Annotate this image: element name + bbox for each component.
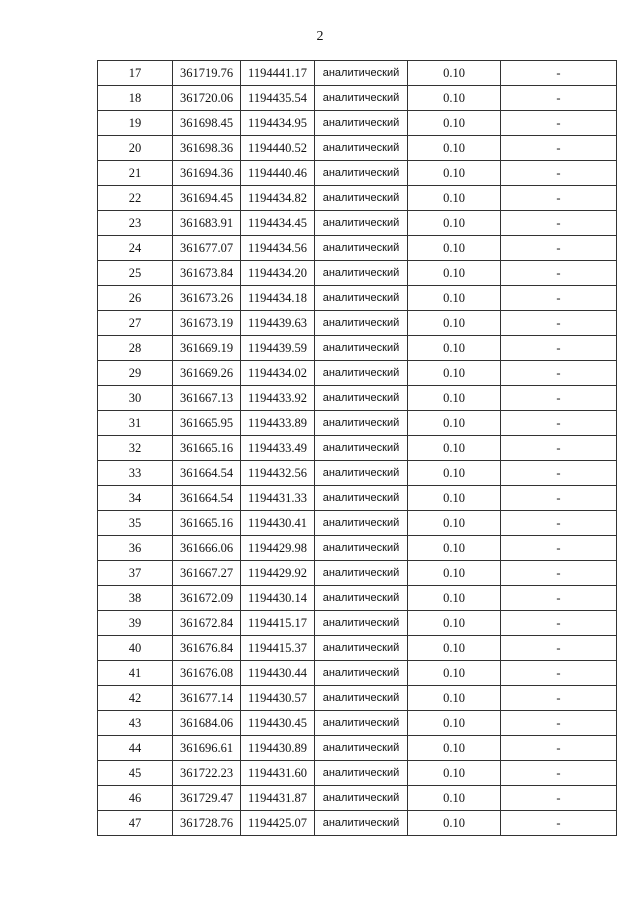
point-number-cell: 22	[98, 186, 173, 211]
note-cell: -	[501, 536, 617, 561]
point-number-cell: 29	[98, 361, 173, 386]
method-cell: аналитический	[315, 511, 408, 536]
x-coordinate-cell: 361665.95	[173, 411, 241, 436]
point-number-cell: 35	[98, 511, 173, 536]
accuracy-cell: 0.10	[408, 361, 501, 386]
table-row	[98, 511, 617, 536]
x-coordinate-cell: 361666.06	[173, 536, 241, 561]
accuracy-cell: 0.10	[408, 161, 501, 186]
method-cell: аналитический	[315, 236, 408, 261]
note-cell: -	[501, 561, 617, 586]
table-row	[98, 61, 617, 86]
method-cell: аналитический	[315, 136, 408, 161]
x-coordinate-cell: 361684.06	[173, 711, 241, 736]
y-coordinate-cell: 1194434.02	[241, 361, 315, 386]
accuracy-cell: 0.10	[408, 111, 501, 136]
x-coordinate-cell: 361728.76	[173, 811, 241, 836]
accuracy-cell: 0.10	[408, 86, 501, 111]
accuracy-cell: 0.10	[408, 211, 501, 236]
y-coordinate-cell: 1194433.89	[241, 411, 315, 436]
x-coordinate-cell: 361673.26	[173, 286, 241, 311]
x-coordinate-cell: 361677.07	[173, 236, 241, 261]
point-number-cell: 21	[98, 161, 173, 186]
method-cell: аналитический	[315, 561, 408, 586]
method-cell: аналитический	[315, 586, 408, 611]
x-coordinate-cell: 361676.84	[173, 636, 241, 661]
note-cell: -	[501, 736, 617, 761]
point-number-cell: 17	[98, 61, 173, 86]
method-cell: аналитический	[315, 811, 408, 836]
point-number-cell: 26	[98, 286, 173, 311]
note-cell: -	[501, 511, 617, 536]
accuracy-cell: 0.10	[408, 261, 501, 286]
y-coordinate-cell: 1194433.92	[241, 386, 315, 411]
y-coordinate-cell: 1194431.87	[241, 786, 315, 811]
note-cell: -	[501, 336, 617, 361]
point-number-cell: 46	[98, 786, 173, 811]
point-number-cell: 44	[98, 736, 173, 761]
y-coordinate-cell: 1194433.49	[241, 436, 315, 461]
method-cell: аналитический	[315, 786, 408, 811]
y-coordinate-cell: 1194434.20	[241, 261, 315, 286]
y-coordinate-cell: 1194431.60	[241, 761, 315, 786]
x-coordinate-cell: 361672.09	[173, 586, 241, 611]
x-coordinate-cell: 361696.61	[173, 736, 241, 761]
y-coordinate-cell: 1194434.56	[241, 236, 315, 261]
x-coordinate-cell: 361664.54	[173, 461, 241, 486]
note-cell: -	[501, 61, 617, 86]
y-coordinate-cell: 1194441.17	[241, 61, 315, 86]
point-number-cell: 41	[98, 661, 173, 686]
accuracy-cell: 0.10	[408, 786, 501, 811]
point-number-cell: 28	[98, 336, 173, 361]
method-cell: аналитический	[315, 311, 408, 336]
y-coordinate-cell: 1194429.98	[241, 536, 315, 561]
point-number-cell: 24	[98, 236, 173, 261]
y-coordinate-cell: 1194430.57	[241, 686, 315, 711]
accuracy-cell: 0.10	[408, 811, 501, 836]
table-row	[98, 111, 617, 136]
note-cell: -	[501, 311, 617, 336]
point-number-cell: 34	[98, 486, 173, 511]
x-coordinate-cell: 361698.36	[173, 136, 241, 161]
x-coordinate-cell: 361672.84	[173, 611, 241, 636]
note-cell: -	[501, 386, 617, 411]
y-coordinate-cell: 1194434.45	[241, 211, 315, 236]
point-number-cell: 32	[98, 436, 173, 461]
note-cell: -	[501, 711, 617, 736]
point-number-cell: 18	[98, 86, 173, 111]
point-number-cell: 33	[98, 461, 173, 486]
point-number-cell: 23	[98, 211, 173, 236]
accuracy-cell: 0.10	[408, 561, 501, 586]
accuracy-cell: 0.10	[408, 586, 501, 611]
accuracy-cell: 0.10	[408, 686, 501, 711]
x-coordinate-cell: 361673.84	[173, 261, 241, 286]
note-cell: -	[501, 286, 617, 311]
x-coordinate-cell: 361694.36	[173, 161, 241, 186]
method-cell: аналитический	[315, 386, 408, 411]
y-coordinate-cell: 1194415.17	[241, 611, 315, 636]
y-coordinate-cell: 1194415.37	[241, 636, 315, 661]
x-coordinate-cell: 361669.19	[173, 336, 241, 361]
table-row	[98, 736, 617, 761]
coordinates-table-body	[98, 61, 617, 836]
note-cell: -	[501, 436, 617, 461]
method-cell: аналитический	[315, 161, 408, 186]
y-coordinate-cell: 1194439.59	[241, 336, 315, 361]
y-coordinate-cell: 1194439.63	[241, 311, 315, 336]
y-coordinate-cell: 1194430.41	[241, 511, 315, 536]
point-number-cell: 36	[98, 536, 173, 561]
table-row	[98, 486, 617, 511]
accuracy-cell: 0.10	[408, 761, 501, 786]
y-coordinate-cell: 1194430.14	[241, 586, 315, 611]
note-cell: -	[501, 161, 617, 186]
method-cell: аналитический	[315, 461, 408, 486]
note-cell: -	[501, 461, 617, 486]
accuracy-cell: 0.10	[408, 336, 501, 361]
accuracy-cell: 0.10	[408, 61, 501, 86]
point-number-cell: 47	[98, 811, 173, 836]
table-row	[98, 236, 617, 261]
point-number-cell: 30	[98, 386, 173, 411]
y-coordinate-cell: 1194440.46	[241, 161, 315, 186]
accuracy-cell: 0.10	[408, 236, 501, 261]
note-cell: -	[501, 661, 617, 686]
accuracy-cell: 0.10	[408, 636, 501, 661]
method-cell: аналитический	[315, 186, 408, 211]
point-number-cell: 25	[98, 261, 173, 286]
table-row	[98, 686, 617, 711]
note-cell: -	[501, 636, 617, 661]
x-coordinate-cell: 361664.54	[173, 486, 241, 511]
method-cell: аналитический	[315, 261, 408, 286]
method-cell: аналитический	[315, 486, 408, 511]
accuracy-cell: 0.10	[408, 661, 501, 686]
y-coordinate-cell: 1194430.45	[241, 711, 315, 736]
x-coordinate-cell: 361720.06	[173, 86, 241, 111]
point-number-cell: 45	[98, 761, 173, 786]
accuracy-cell: 0.10	[408, 386, 501, 411]
y-coordinate-cell: 1194432.56	[241, 461, 315, 486]
accuracy-cell: 0.10	[408, 311, 501, 336]
method-cell: аналитический	[315, 686, 408, 711]
note-cell: -	[501, 211, 617, 236]
x-coordinate-cell: 361665.16	[173, 511, 241, 536]
note-cell: -	[501, 586, 617, 611]
note-cell: -	[501, 186, 617, 211]
accuracy-cell: 0.10	[408, 461, 501, 486]
x-coordinate-cell: 361719.76	[173, 61, 241, 86]
x-coordinate-cell: 361694.45	[173, 186, 241, 211]
x-coordinate-cell: 361673.19	[173, 311, 241, 336]
point-number-cell: 31	[98, 411, 173, 436]
note-cell: -	[501, 236, 617, 261]
note-cell: -	[501, 811, 617, 836]
y-coordinate-cell: 1194434.82	[241, 186, 315, 211]
accuracy-cell: 0.10	[408, 411, 501, 436]
method-cell: аналитический	[315, 211, 408, 236]
table-row	[98, 811, 617, 836]
y-coordinate-cell: 1194430.44	[241, 661, 315, 686]
table-row	[98, 161, 617, 186]
table-row	[98, 286, 617, 311]
note-cell: -	[501, 761, 617, 786]
page-number: 2	[316, 29, 324, 44]
method-cell: аналитический	[315, 636, 408, 661]
point-number-cell: 37	[98, 561, 173, 586]
point-number-cell: 43	[98, 711, 173, 736]
note-cell: -	[501, 136, 617, 161]
accuracy-cell: 0.10	[408, 611, 501, 636]
point-number-cell: 39	[98, 611, 173, 636]
table-row	[98, 761, 617, 786]
x-coordinate-cell: 361729.47	[173, 786, 241, 811]
table-row	[98, 261, 617, 286]
point-number-cell: 19	[98, 111, 173, 136]
x-coordinate-cell: 361676.08	[173, 661, 241, 686]
accuracy-cell: 0.10	[408, 536, 501, 561]
point-number-cell: 42	[98, 686, 173, 711]
x-coordinate-cell: 361665.16	[173, 436, 241, 461]
coordinates-table	[97, 60, 617, 836]
y-coordinate-cell: 1194434.18	[241, 286, 315, 311]
table-row	[98, 186, 617, 211]
accuracy-cell: 0.10	[408, 286, 501, 311]
x-coordinate-cell: 361722.23	[173, 761, 241, 786]
method-cell: аналитический	[315, 61, 408, 86]
method-cell: аналитический	[315, 361, 408, 386]
point-number-cell: 20	[98, 136, 173, 161]
point-number-cell: 27	[98, 311, 173, 336]
note-cell: -	[501, 86, 617, 111]
note-cell: -	[501, 261, 617, 286]
accuracy-cell: 0.10	[408, 711, 501, 736]
method-cell: аналитический	[315, 111, 408, 136]
y-coordinate-cell: 1194429.92	[241, 561, 315, 586]
accuracy-cell: 0.10	[408, 436, 501, 461]
table-row	[98, 636, 617, 661]
method-cell: аналитический	[315, 611, 408, 636]
table-row	[98, 561, 617, 586]
point-number-cell: 38	[98, 586, 173, 611]
accuracy-cell: 0.10	[408, 486, 501, 511]
y-coordinate-cell: 1194430.89	[241, 736, 315, 761]
table-row	[98, 86, 617, 111]
x-coordinate-cell: 361698.45	[173, 111, 241, 136]
accuracy-cell: 0.10	[408, 736, 501, 761]
table-row	[98, 361, 617, 386]
y-coordinate-cell: 1194435.54	[241, 86, 315, 111]
table-row	[98, 436, 617, 461]
y-coordinate-cell: 1194425.07	[241, 811, 315, 836]
table-row	[98, 386, 617, 411]
accuracy-cell: 0.10	[408, 136, 501, 161]
table-row	[98, 136, 617, 161]
x-coordinate-cell: 361677.14	[173, 686, 241, 711]
table-row	[98, 586, 617, 611]
method-cell: аналитический	[315, 761, 408, 786]
note-cell: -	[501, 411, 617, 436]
note-cell: -	[501, 486, 617, 511]
x-coordinate-cell: 361683.91	[173, 211, 241, 236]
table-row	[98, 786, 617, 811]
table-row	[98, 461, 617, 486]
table-row	[98, 211, 617, 236]
note-cell: -	[501, 361, 617, 386]
table-row	[98, 536, 617, 561]
method-cell: аналитический	[315, 661, 408, 686]
method-cell: аналитический	[315, 336, 408, 361]
table-row	[98, 411, 617, 436]
method-cell: аналитический	[315, 86, 408, 111]
y-coordinate-cell: 1194440.52	[241, 136, 315, 161]
method-cell: аналитический	[315, 286, 408, 311]
table-row	[98, 661, 617, 686]
method-cell: аналитический	[315, 736, 408, 761]
table-row	[98, 711, 617, 736]
note-cell: -	[501, 686, 617, 711]
y-coordinate-cell: 1194431.33	[241, 486, 315, 511]
method-cell: аналитический	[315, 711, 408, 736]
table-row	[98, 336, 617, 361]
point-number-cell: 40	[98, 636, 173, 661]
method-cell: аналитический	[315, 536, 408, 561]
note-cell: -	[501, 111, 617, 136]
method-cell: аналитический	[315, 436, 408, 461]
x-coordinate-cell: 361667.27	[173, 561, 241, 586]
method-cell: аналитический	[315, 411, 408, 436]
accuracy-cell: 0.10	[408, 511, 501, 536]
y-coordinate-cell: 1194434.95	[241, 111, 315, 136]
note-cell: -	[501, 786, 617, 811]
accuracy-cell: 0.10	[408, 186, 501, 211]
table-row	[98, 311, 617, 336]
note-cell: -	[501, 611, 617, 636]
table-row	[98, 611, 617, 636]
x-coordinate-cell: 361669.26	[173, 361, 241, 386]
x-coordinate-cell: 361667.13	[173, 386, 241, 411]
